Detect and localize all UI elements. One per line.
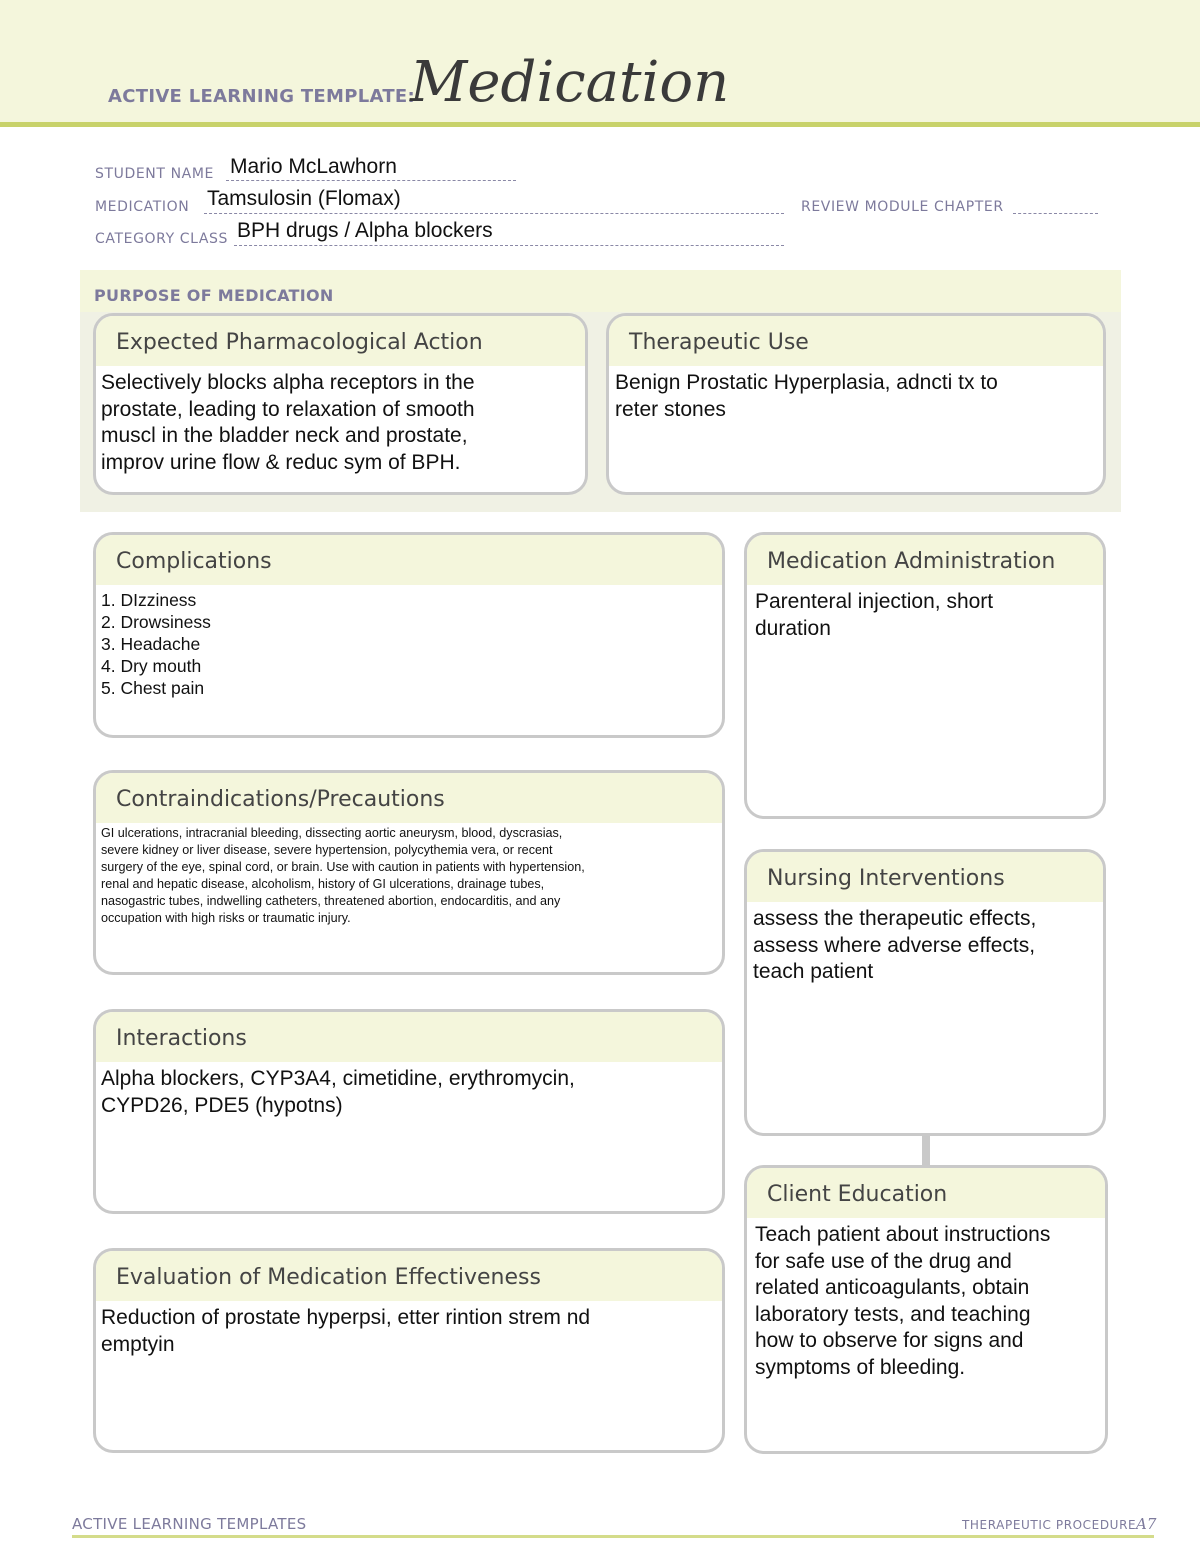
medication-administration-body[interactable] <box>747 585 1103 642</box>
evaluation-line: emptyin <box>101 1332 175 1356</box>
education-line: how to observe for signs and <box>755 1329 1024 1352</box>
header-rule <box>0 122 1200 127</box>
nursing-interventions-card <box>744 849 1106 1136</box>
list-item: 4. Dry mouth <box>101 656 202 676</box>
medication-line <box>204 213 784 214</box>
page-number: A7 <box>1136 1515 1157 1533</box>
list-item: 2. Drowsiness <box>101 612 211 632</box>
administration-line: Parenteral injection, short <box>755 590 994 613</box>
category-class-line <box>234 245 784 246</box>
education-line: symptoms of bleeding. <box>755 1355 966 1379</box>
student-name-label: STUDENT NAME <box>95 166 214 182</box>
evaluation-line: Reduction of prostate hyperpsi, etter rintion strem nd <box>101 1306 591 1329</box>
expected-action-card <box>93 313 588 495</box>
therapeutic-use-card <box>606 313 1106 495</box>
expected-action-body[interactable] <box>96 366 585 476</box>
interactions-line: Alpha blockers, CYP3A4, cimetidine, erythromycin, <box>101 1067 575 1090</box>
nursing-interventions-title: Nursing Interventions <box>747 852 1103 902</box>
footer-right: THERAPEUTIC PROCEDURE <box>962 1518 1137 1532</box>
nursing-interventions-body[interactable] <box>747 902 1103 986</box>
category-class-field[interactable]: BPH drugs / Alpha blockers <box>237 219 493 242</box>
contraindications-line: occupation with high risks or traumatic injury. <box>101 911 351 925</box>
expected-action-title: Expected Pharmacological Action <box>96 316 585 366</box>
medication-administration-title: Medication Administration <box>747 535 1103 585</box>
complications-body[interactable] <box>96 585 722 699</box>
interactions-card <box>93 1009 725 1214</box>
expected-action-line: Selectively blocks alpha receptors in the <box>101 371 475 394</box>
student-name-field[interactable]: Mario McLawhorn <box>230 155 397 178</box>
interactions-line: CYPD26, PDE5 (hypotns) <box>101 1093 343 1117</box>
expected-action-line: muscl in the bladder neck and prostate, <box>101 424 468 447</box>
contraindications-line: nasogastric tubes, indwelling catheters, threatened abortion, endocarditis, and any <box>101 894 561 908</box>
nursing-line: assess where adverse effects, <box>753 933 1036 957</box>
interactions-title: Interactions <box>96 1012 722 1062</box>
expected-action-line: prostate, leading to relaxation of smooth <box>101 397 475 421</box>
contraindications-card <box>93 770 725 975</box>
medication-label: MEDICATION <box>95 199 190 215</box>
card-connector <box>922 1136 930 1166</box>
evaluation-card <box>93 1248 725 1453</box>
student-name-line <box>226 180 516 181</box>
review-module-label: REVIEW MODULE CHAPTER <box>801 199 1004 215</box>
contraindications-line: renal and hepatic disease, alcoholism, history of GI ulcerations, drainage tubes, <box>101 877 545 891</box>
template-label: ACTIVE LEARNING TEMPLATE: <box>108 86 415 107</box>
review-module-line <box>1013 213 1098 214</box>
evaluation-title: Evaluation of Medication Effectiveness <box>96 1251 722 1301</box>
contraindications-title: Contraindications/Precautions <box>96 773 722 823</box>
interactions-body[interactable] <box>96 1062 722 1119</box>
footer-rule <box>72 1535 1154 1538</box>
therapeutic-use-line: Benign Prostatic Hyperplasia, adncti tx to <box>615 371 998 394</box>
nursing-line: teach patient <box>753 960 874 983</box>
therapeutic-use-line: reter stones <box>615 397 726 421</box>
expected-action-line: improv urine flow & reduc sym of BPH. <box>101 450 461 474</box>
client-education-title: Client Education <box>747 1168 1105 1218</box>
list-item: 1. DIzziness <box>101 590 197 610</box>
purpose-label: PURPOSE OF MEDICATION <box>94 286 334 305</box>
education-line: laboratory tests, and teaching <box>755 1302 1031 1326</box>
education-line: Teach patient about instructions <box>755 1223 1051 1246</box>
education-line: related anticoagulants, obtain <box>755 1276 1030 1299</box>
contraindications-line: GI ulcerations, intracranial bleeding, dissecting aortic aneurysm, blood, dyscrasias, <box>101 826 563 840</box>
page-title: Medication <box>410 50 730 115</box>
list-item: 3. Headache <box>101 634 201 654</box>
complications-title: Complications <box>96 535 722 585</box>
category-class-label: CATEGORY CLASS <box>95 231 229 247</box>
medication-field[interactable]: Tamsulosin (Flomax) <box>207 187 401 210</box>
education-line: for safe use of the drug and <box>755 1249 1012 1273</box>
administration-line: duration <box>755 616 831 640</box>
contraindications-line: severe kidney or liver disease, severe hypertension, polycythemia vera, or recent <box>101 843 553 857</box>
nursing-line: assess the therapeutic effects, <box>753 907 1037 930</box>
client-education-body[interactable] <box>747 1218 1105 1381</box>
evaluation-body[interactable] <box>96 1301 722 1358</box>
medication-administration-card <box>744 532 1106 819</box>
contraindications-body[interactable] <box>96 823 722 927</box>
contraindications-line: surgery of the eye, spinal cord, or brain. Use with caution in patients with hypertension, <box>101 860 585 874</box>
therapeutic-use-title: Therapeutic Use <box>609 316 1103 366</box>
therapeutic-use-body[interactable] <box>609 366 1103 423</box>
footer-left: ACTIVE LEARNING TEMPLATES <box>72 1515 307 1533</box>
list-item: 5. Chest pain <box>101 678 205 698</box>
client-education-card <box>744 1165 1108 1454</box>
complications-card <box>93 532 725 738</box>
